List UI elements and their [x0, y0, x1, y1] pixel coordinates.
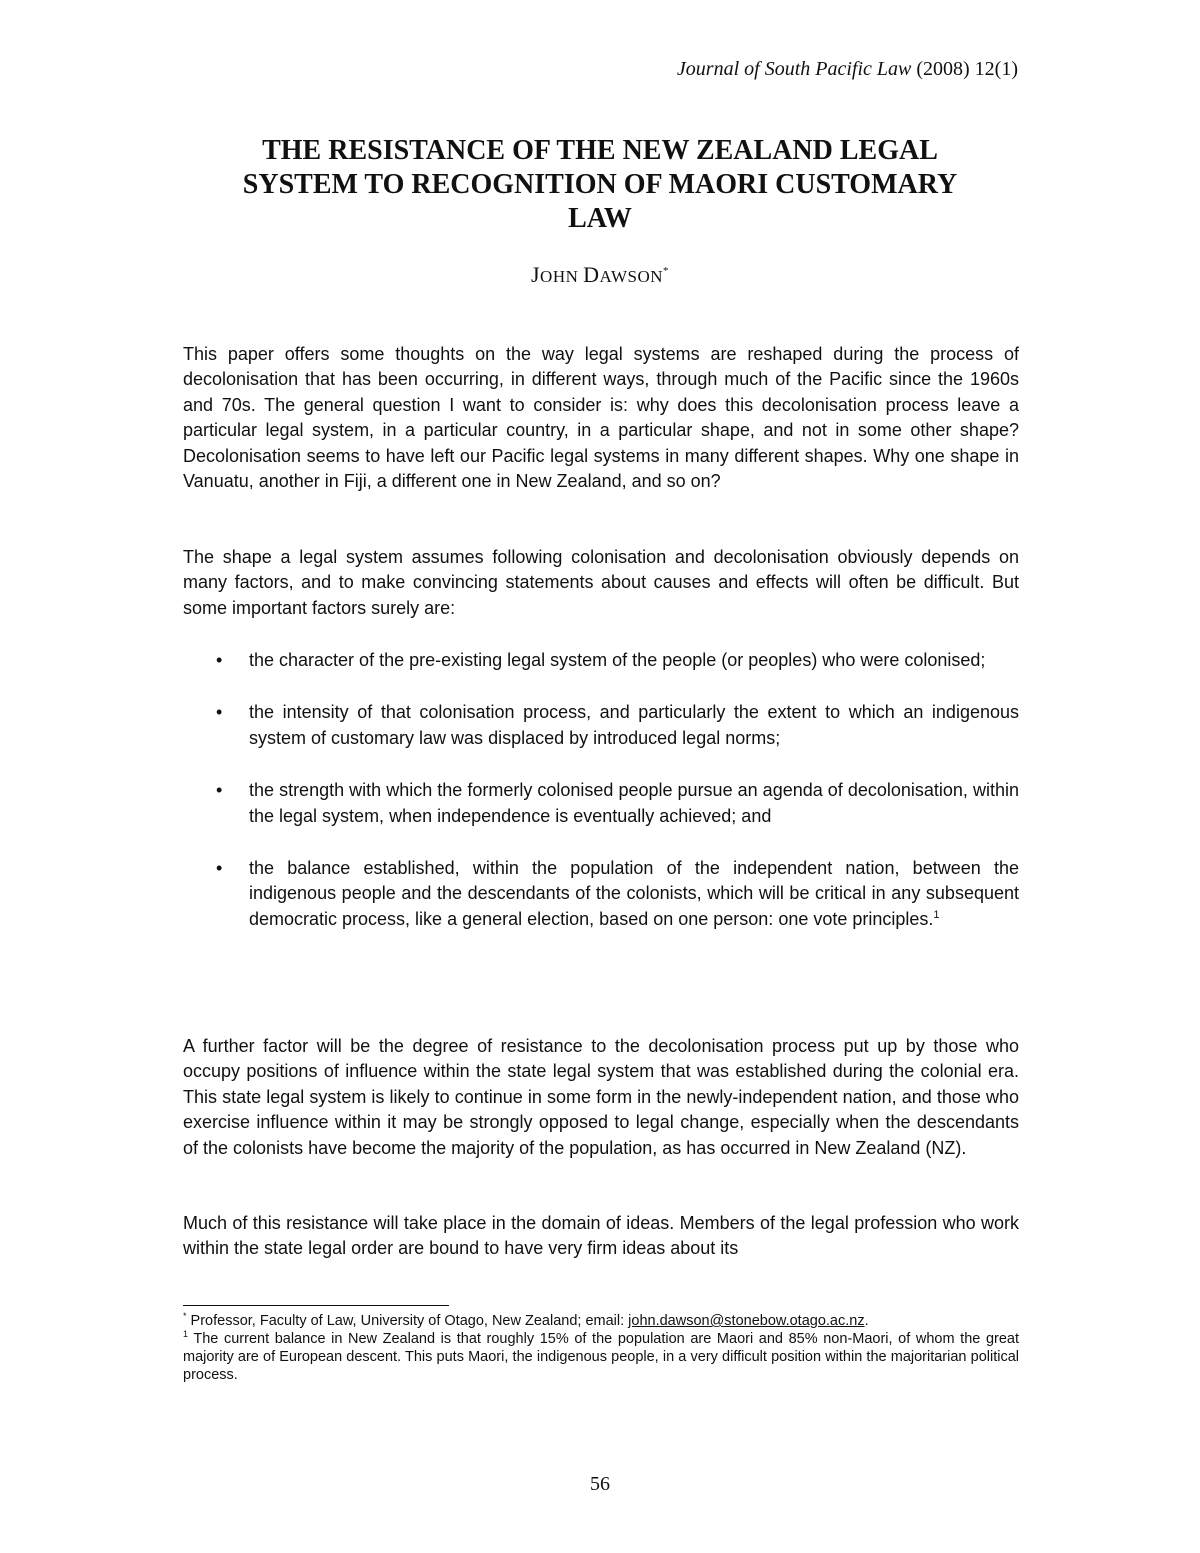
factor-list	[183, 648, 1019, 959]
footnote-ref-1[interactable]: 1	[933, 908, 940, 921]
journal-name: Journal of South Pacific Law	[676, 58, 912, 80]
title-line-3: LAW	[568, 203, 632, 234]
paragraph-4: Much of this resistance will take place in the domain of ideas. Members of the legal profession who work within the state legal order are bound to have very firm ideas about its	[183, 1213, 1019, 1259]
paper-title	[200, 134, 1000, 236]
footnote-1: $^1$ The current balance in New Zealand is that roughly 15% of the population are Maori and 85% non-Maori, of whom the great majority are of European descent. This puts Maori, the indigenous people, in a very difficult position within the majoritarian political process.	[183, 1329, 1019, 1383]
running-head	[677, 58, 1018, 81]
page-number: 56	[590, 1473, 610, 1495]
footnote-separator	[183, 1305, 449, 1306]
title-line-2: SYSTEM TO RECOGNITION OF MAORI CUSTOMARY	[242, 169, 958, 200]
paragraph-2: The shape a legal system assumes following colonisation and decolonisation obviously depends on many factors, and to make convincing statements about causes and effects will often be difficult. But some important factors surely are:	[183, 547, 1019, 618]
title-line-1: THE RESISTANCE OF THE NEW ZEALAND LEGAL	[262, 135, 938, 166]
bullet-icon: •	[216, 858, 223, 879]
list-item: • the balance established, within the population of the independent nation, between the indigenous people and the descendants of the colonists, which will be critical in any subsequent democratic process, like a general election, based on one person: one vote principles.$^1$	[216, 858, 1019, 929]
list-item: • the intensity of that colonisation process, and particularly the extent to which an indigenous system of customary law was displaced by introduced legal norms;	[216, 702, 1019, 748]
bullet-icon: •	[216, 702, 223, 723]
bullet-icon: •	[216, 780, 223, 801]
author-name: JOHN DAWSON*	[530, 262, 670, 287]
list-item: • the strength with which the formerly colonised people pursue an agenda of decolonisation, within the legal system, when independence is eventually achieved; and	[216, 780, 1019, 826]
footnote-star: * Professor, Faculty of Law, University of Otago, New Zealand; email: john.dawson@stonebow.otago.ac.nz.	[183, 1311, 869, 1329]
journal-issue: (2008) 12(1)	[911, 58, 1018, 80]
footnotes	[183, 1312, 1019, 1384]
email-link[interactable]: john.dawson@stonebow.otago.ac.nz	[628, 1313, 865, 1329]
list-item: • the character of the pre-existing legal system of the people (or peoples) who were colonised;	[183, 648, 1019, 673]
author-footnote-mark: *	[663, 265, 670, 277]
paragraph-3: A further factor will be the degree of resistance to the decolonisation process put up by those who occupy positions of influence within the state legal system that was established during the colonial era. This state legal system is likely to continue in some form in the newly-independent nation, and those who exercise influence within it may be strongly opposed to legal change, especially when the descendants of the colonists have become the majority of the population, as has occurred in New Zealand (NZ).	[183, 1036, 1019, 1158]
paragraph-1: This paper offers some thoughts on the way legal systems are reshaped during the process of decolonisation that has been occurring, in different ways, through much of the Pacific since the 1960s and 70s. The general question I want to consider is: why does this decolonisation process leave a particular legal system, in a particular country, in a particular shape, and not in some other shape? Decolonisation seems to have left our Pacific legal systems in many different shapes. Why one shape in Vanuatu, another in Fiji, a different one in New Zealand, and so on?	[183, 344, 1019, 492]
bullet-icon: •	[216, 650, 223, 670]
